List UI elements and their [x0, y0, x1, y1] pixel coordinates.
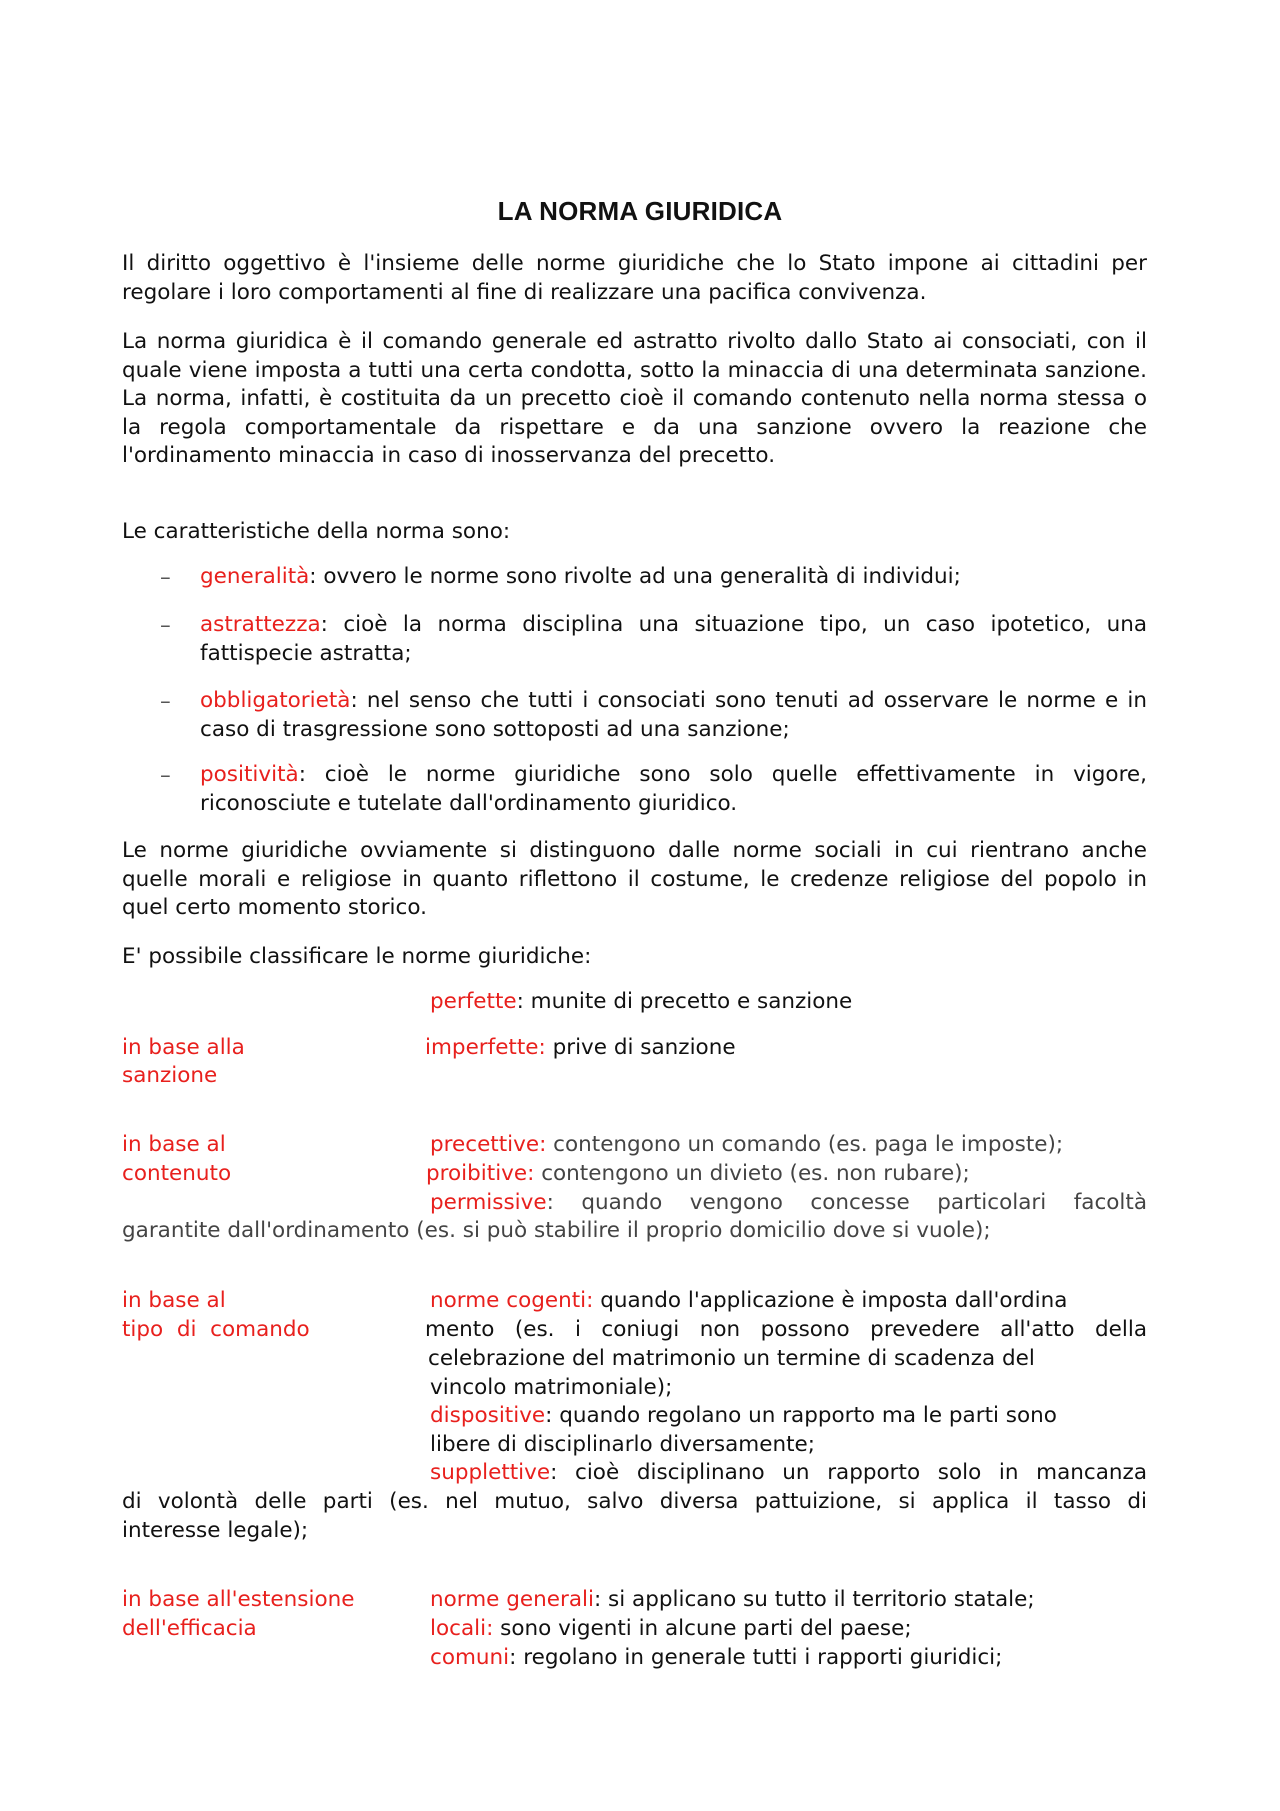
class-cogenti: [430, 1287, 1067, 1316]
bullet-obbligatorieta: [200, 687, 1147, 744]
bullet-text: : cioè le norme giuridiche sono solo quelle effettivamente in vigore, riconosciute e tutelate dall'ordinamento giuridico.: [200, 762, 1147, 816]
class-term: imperfette:: [425, 1035, 546, 1060]
bullet-dash-icon: –: [160, 689, 171, 714]
bullet-positivita: [200, 761, 1147, 818]
class-suppletive-line2: di volontà delle parti (es. nel mutuo, salvo diversa pattuizione, si applica il tasso di: [122, 1489, 1147, 1514]
class-term: norme cogenti:: [430, 1288, 594, 1313]
label-efficacia-line2: dell'efficacia: [122, 1616, 257, 1641]
class-term: dispositive: [430, 1403, 546, 1428]
paragraph-caratteristiche-intro: Le caratteristiche della norma sono:: [122, 519, 511, 544]
bullet-dash-icon: –: [160, 763, 171, 788]
bullet-term: obbligatorietà: [200, 688, 351, 713]
class-term: comuni: [430, 1645, 510, 1670]
class-dispositive-line2: libere di disciplinarlo diversamente;: [430, 1432, 816, 1457]
class-dispositive: [430, 1402, 1057, 1431]
class-term: perfette: [430, 989, 517, 1014]
class-imperfette: [425, 1034, 736, 1063]
label-contenuto-line2: contenuto: [122, 1161, 232, 1186]
class-text: : quando vengono concesse particolari facoltà: [546, 1190, 1147, 1215]
paragraph-classificazione-intro: E' possibile classificare le norme giuridiche:: [122, 944, 592, 969]
class-perfette: [430, 988, 852, 1017]
class-permissive: [430, 1189, 1147, 1218]
class-suppletive: [430, 1459, 1147, 1488]
page-title: LA NORMA GIURIDICA: [497, 196, 783, 226]
class-term: precettive:: [430, 1132, 547, 1157]
class-term: locali:: [430, 1616, 494, 1641]
class-permissive-cont: garantite dall'ordinamento (es. si può stabilire il proprio domicilio dove si vuole);: [122, 1218, 991, 1243]
class-comuni: [430, 1644, 1002, 1673]
class-text: contengono un comando (es. paga le imposte);: [546, 1132, 1064, 1157]
label-sanzione-line2: sanzione: [122, 1063, 218, 1088]
bullet-term: positività: [200, 762, 299, 787]
bullet-dash-icon: –: [160, 613, 171, 638]
label-contenuto-line1: in base al: [122, 1132, 226, 1157]
class-suppletive-line3: interesse legale);: [122, 1518, 309, 1543]
bullet-term: generalità: [200, 564, 310, 589]
label-comando-line2: tipo di comando: [122, 1317, 310, 1342]
label-comando-line1: in base al: [122, 1288, 226, 1313]
paragraph-norma-giuridica: La norma giuridica è il comando generale ed astratto rivolto dallo Stato ai consociati, con il quale viene imposta a tutti una certa condotta, sotto la minaccia di una determinata sanzione. La norma, infatti, è costituita da un precetto cioè il comando contenuto nella norma stessa o la regola comportamentale da rispettare e da una sanzione ovvero la reazione che l'ordinamento minaccia in caso di inosservanza del precetto.: [122, 329, 1147, 468]
label-sanzione-line1: in base alla: [122, 1035, 245, 1060]
bullet-text: : cioè la norma disciplina una situazione tipo, un caso ipotetico, una fattispecie astratta;: [200, 612, 1147, 666]
class-text: : si applicano su tutto il territorio statale;: [593, 1587, 1035, 1612]
class-term: supplettive: [430, 1460, 551, 1485]
paragraph-diritto-oggettivo: Il diritto oggettivo è l'insieme delle norme giuridiche che lo Stato impone ai cittadini per regolare i loro comportamenti al fine di realizzare una pacifica convivenza.: [122, 251, 1147, 305]
class-text: : cioè disciplinano un rapporto solo in mancanza: [550, 1460, 1147, 1485]
class-generali: [430, 1586, 1035, 1615]
bullet-text: : nel senso che tutti i consociati sono tenuti ad osservare le norme e in caso di trasgressione sono sottoposti ad una sanzione;: [200, 688, 1147, 742]
class-text: : quando regolano un rapporto ma le parti sono: [545, 1403, 1057, 1428]
class-cogenti-line4: vincolo matrimoniale);: [430, 1375, 673, 1400]
class-cogenti-line3: celebrazione del matrimonio un termine di scadenza del: [428, 1346, 1035, 1371]
label-efficacia-line1: in base all'estensione: [122, 1587, 355, 1612]
class-text: : regolano in generale tutti i rapporti giuridici;: [509, 1645, 1003, 1670]
class-text: contengono un divieto (es. non rubare);: [534, 1161, 970, 1186]
bullet-term: astrattezza: [200, 612, 321, 637]
class-locali: [430, 1615, 912, 1644]
bullet-astrattezza: [200, 611, 1147, 668]
class-term: proibitive:: [426, 1161, 535, 1186]
class-proibitive: [426, 1160, 970, 1189]
class-term: permissive: [430, 1190, 547, 1215]
class-cogenti-line2: mento (es. i coniugi non possono prevedere all'atto della: [425, 1317, 1147, 1342]
bullet-dash-icon: –: [160, 565, 171, 590]
class-text: sono vigenti in alcune parti del paese;: [493, 1616, 912, 1641]
class-text: prive di sanzione: [545, 1035, 736, 1060]
paragraph-norme-sociali: Le norme giuridiche ovviamente si distinguono dalle norme sociali in cui rientrano anche quelle morali e religiose in quanto riflettono il costume, le credenze religiose del popolo in quel certo momento storico.: [122, 838, 1147, 920]
class-precettive: [430, 1131, 1063, 1160]
class-text: : munite di precetto e sanzione: [516, 989, 853, 1014]
bullet-generalita: [200, 563, 1147, 592]
bullet-text: : ovvero le norme sono rivolte ad una generalità di individui;: [309, 564, 961, 589]
class-term: norme generali: [430, 1587, 594, 1612]
class-text: quando l'applicazione è imposta dall'ordina: [593, 1288, 1068, 1313]
